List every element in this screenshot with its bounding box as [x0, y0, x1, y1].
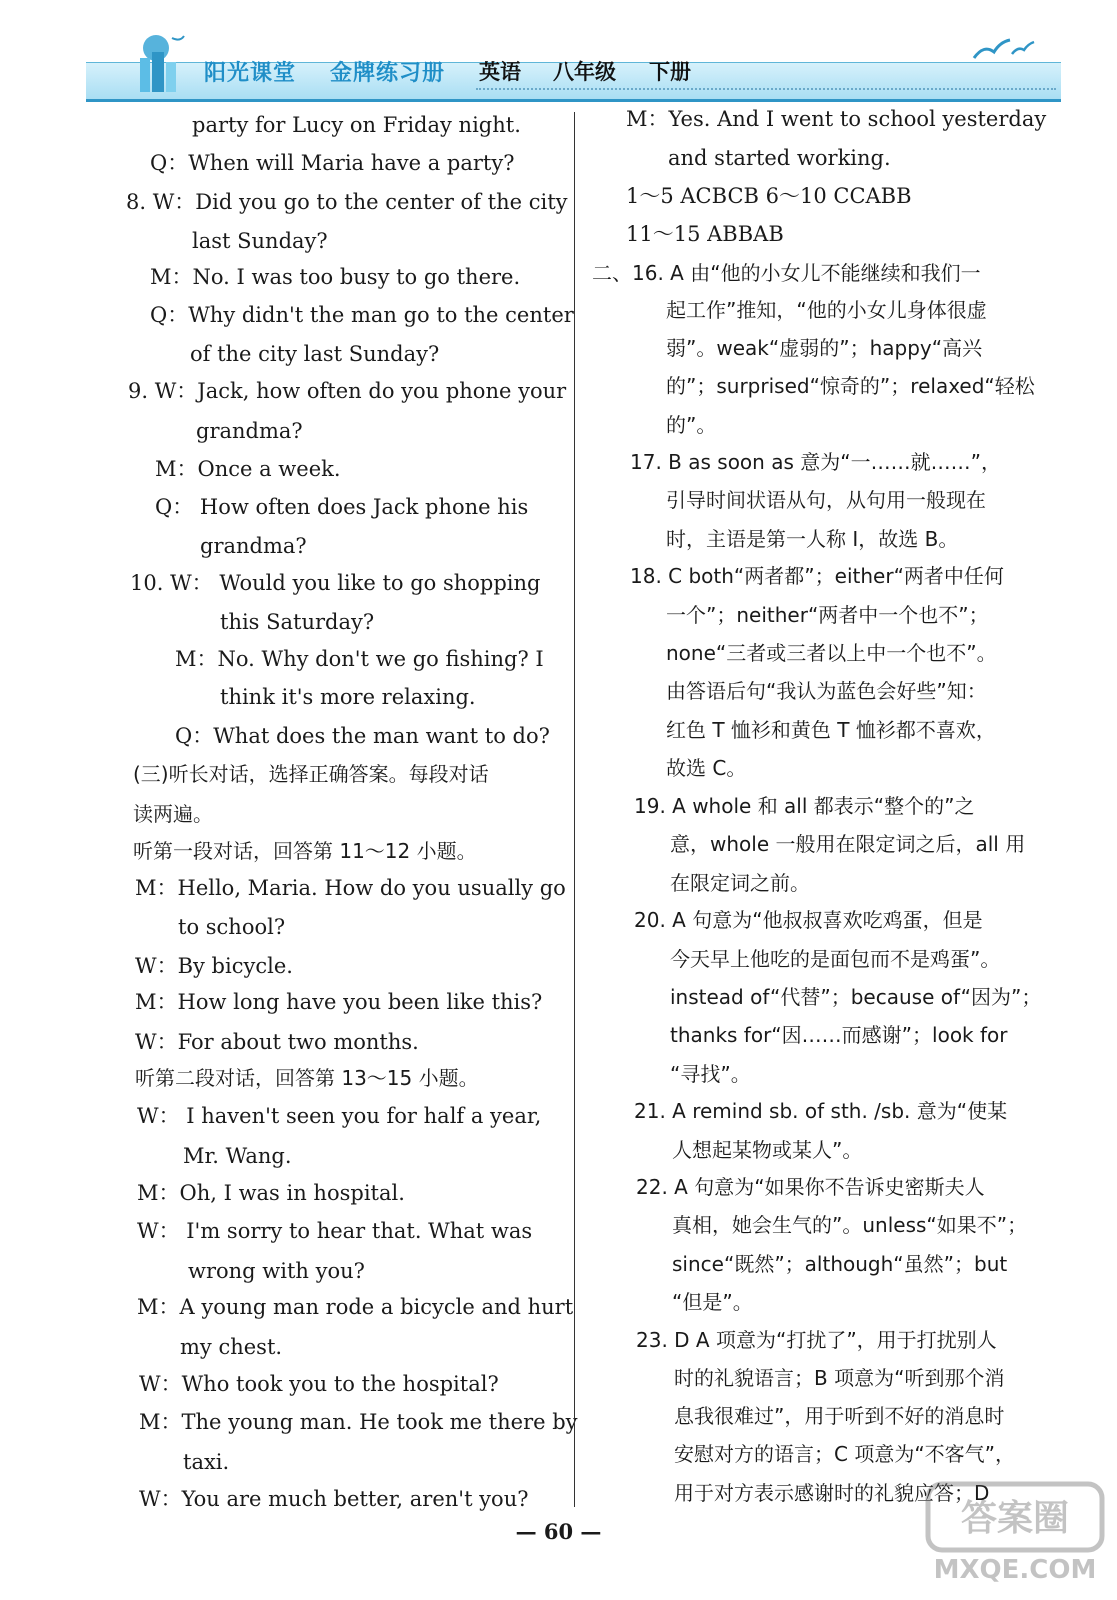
explanation-line: 真相，她会生气的”。unless“如果不”；	[672, 1213, 1028, 1237]
explanation-line: 在限定词之前。	[670, 871, 810, 895]
text-line: and started working.	[668, 146, 891, 170]
answer-key-line: 1～5 ACBCB 6～10 CCABB	[626, 184, 912, 208]
explanation-line: “但是”。	[672, 1290, 753, 1314]
section-heading: (三)听长对话，选择正确答案。每段对话	[133, 762, 489, 786]
explanation-line: 人想起某物或某人”。	[672, 1138, 863, 1162]
text-line: W：Who took you to the hospital?	[139, 1372, 499, 1396]
text-line: M：The young man. He took me there by	[139, 1410, 578, 1434]
text-line: 9. W：Jack, how often do you phone your	[128, 379, 567, 403]
explanation-line: 红色 T 恤衫和黄色 T 恤衫都不喜欢，	[666, 718, 996, 742]
text-line: last Sunday?	[192, 229, 328, 253]
text-line: M：Oh, I was in hospital.	[137, 1181, 405, 1205]
text-line: Q：Why didn't the man go to the center	[150, 303, 574, 327]
explanation-line: 故选 C。	[666, 756, 747, 780]
section-heading: 读两遍。	[133, 802, 213, 826]
explanation-line: 时，主语是第一人称 I，故选 B。	[666, 527, 959, 551]
text-line: Q：What does the man want to do?	[175, 724, 550, 748]
text-line: 10. W： Would you like to go shopping	[130, 571, 541, 595]
text-line: grandma?	[196, 419, 303, 443]
explanation-line: 22. A 句意为“如果你不告诉史密斯夫人	[636, 1175, 985, 1199]
explanation-line: 引导时间状语从句，从句用一般现在	[666, 488, 986, 512]
subject-label: 英语	[479, 60, 521, 84]
text-line: W：For about two months.	[135, 1030, 419, 1054]
explanation-line: 一个”；neither“两者中一个也不”；	[666, 603, 989, 627]
answer-key-line: 11～15 ABBAB	[626, 222, 784, 246]
explanation-line: 意，whole 一般用在限定词之后，all 用	[670, 832, 1026, 856]
text-line: W： I'm sorry to hear that. What was	[137, 1219, 533, 1243]
explanation-line: since“既然”；although“虽然”；but	[672, 1252, 1008, 1276]
text-line: my chest.	[180, 1335, 283, 1359]
text-line: to school?	[178, 915, 286, 939]
explanation-line: 的”。	[666, 413, 717, 437]
text-line: M：No. Why don't we go fishing? I	[175, 647, 544, 671]
text-line: wrong with you?	[188, 1259, 365, 1283]
text-line: taxi.	[183, 1450, 230, 1474]
text-line: of the city last Sunday?	[190, 342, 440, 366]
text-line: Q： How often does Jack phone his	[155, 495, 529, 519]
grade-label: 八年级	[553, 60, 616, 84]
text-line: W：By bicycle.	[135, 954, 293, 978]
explanation-line: 起工作”推知，“他的小女儿身体很虚	[666, 298, 987, 322]
page-number: — 60 —	[515, 1519, 602, 1544]
explanation-line: 时的礼貌语言；B 项意为“听到那个消	[674, 1366, 1005, 1390]
brand-title: 阳光课堂	[204, 61, 297, 86]
page-header	[86, 30, 1061, 102]
text-line: Q：When will Maria have a party?	[150, 151, 515, 175]
explanation-line: 19. A whole 和 all 都表示“整个的”之	[634, 794, 975, 818]
text-line: think it's more relaxing.	[220, 685, 476, 709]
text-line: M：Yes. And I went to school yesterday	[626, 107, 1047, 131]
explanation-line: 今天早上他吃的是面包而不是鸡蛋”。	[670, 947, 1001, 971]
header-dotted-rule	[476, 88, 1056, 90]
text-line: W： I haven't seen you for half a year,	[137, 1104, 542, 1128]
instruction-line: 听第一段对话，回答第 11～12 小题。	[133, 839, 477, 863]
text-line: grandma?	[200, 534, 307, 558]
watermark-logo-icon	[920, 1478, 1110, 1588]
explanation-line: 的”；surprised“惊奇的”；relaxed“轻松	[666, 374, 1035, 398]
text-line: Mr. Wang.	[183, 1144, 292, 1168]
column-divider	[574, 112, 575, 1507]
text-line: 8. W：Did you go to the center of the city	[126, 190, 568, 214]
instruction-line: 听第二段对话，回答第 13～15 小题。	[135, 1066, 479, 1090]
text-line: party for Lucy on Friday night.	[192, 113, 521, 137]
explanation-line: none“三者或三者以上中一个也不”。	[666, 641, 997, 665]
explanation-line: 18. C both“两者都”；either“两者中任何	[630, 564, 1004, 588]
explanation-line: 息我很难过”，用于听到不好的消息时	[674, 1404, 1005, 1428]
explanation-line: 23. D A 项意为“打扰了”，用于打扰别人	[636, 1328, 997, 1352]
explanation-line: thanks for“因……而感谢”；look for	[670, 1023, 1008, 1047]
brand-logo-icon	[128, 32, 190, 96]
text-line: W：You are much better, aren't you?	[139, 1487, 529, 1511]
explanation-line: instead of“代替”；because of“因为”；	[670, 985, 1042, 1009]
volume-label: 下册	[649, 60, 691, 84]
svg-text:MXQE.COM: MXQE.COM	[933, 1555, 1097, 1585]
explanation-line: 用于对方表示感谢时的礼貌应答；D	[674, 1481, 990, 1505]
explanation-line: “寻找”。	[670, 1062, 751, 1086]
text-line: this Saturday?	[220, 610, 375, 634]
text-line: M：No. I was too busy to go there.	[150, 265, 521, 289]
brand-subtitle: 金牌练习册	[330, 61, 446, 86]
explanation-line: 安慰对方的语言；C 项意为“不客气”，	[674, 1442, 1016, 1466]
explanation-line: 20. A 句意为“他叔叔喜欢吃鸡蛋，但是	[634, 908, 983, 932]
birds-icon	[966, 36, 1046, 66]
explanation-line: 由答语后句“我认为蓝色会好些”知：	[666, 679, 987, 703]
svg-text:答案圈: 答案圈	[960, 1498, 1070, 1539]
explanation-line: 二、16. A 由“他的小女儿不能继续和我们一	[592, 261, 981, 285]
text-line: M：Once a week.	[155, 457, 341, 481]
text-line: M：A young man rode a bicycle and hurt	[137, 1295, 574, 1319]
text-line: M：Hello, Maria. How do you usually go	[135, 876, 566, 900]
explanation-line: 17. B as soon as 意为“一……就……”，	[630, 450, 1001, 474]
text-line: M：How long have you been like this?	[135, 990, 543, 1014]
explanation-line: 21. A remind sb. of sth. /sb. 意为“使某	[634, 1099, 1008, 1123]
explanation-line: 弱”。weak“虚弱的”；happy“高兴	[666, 336, 983, 360]
